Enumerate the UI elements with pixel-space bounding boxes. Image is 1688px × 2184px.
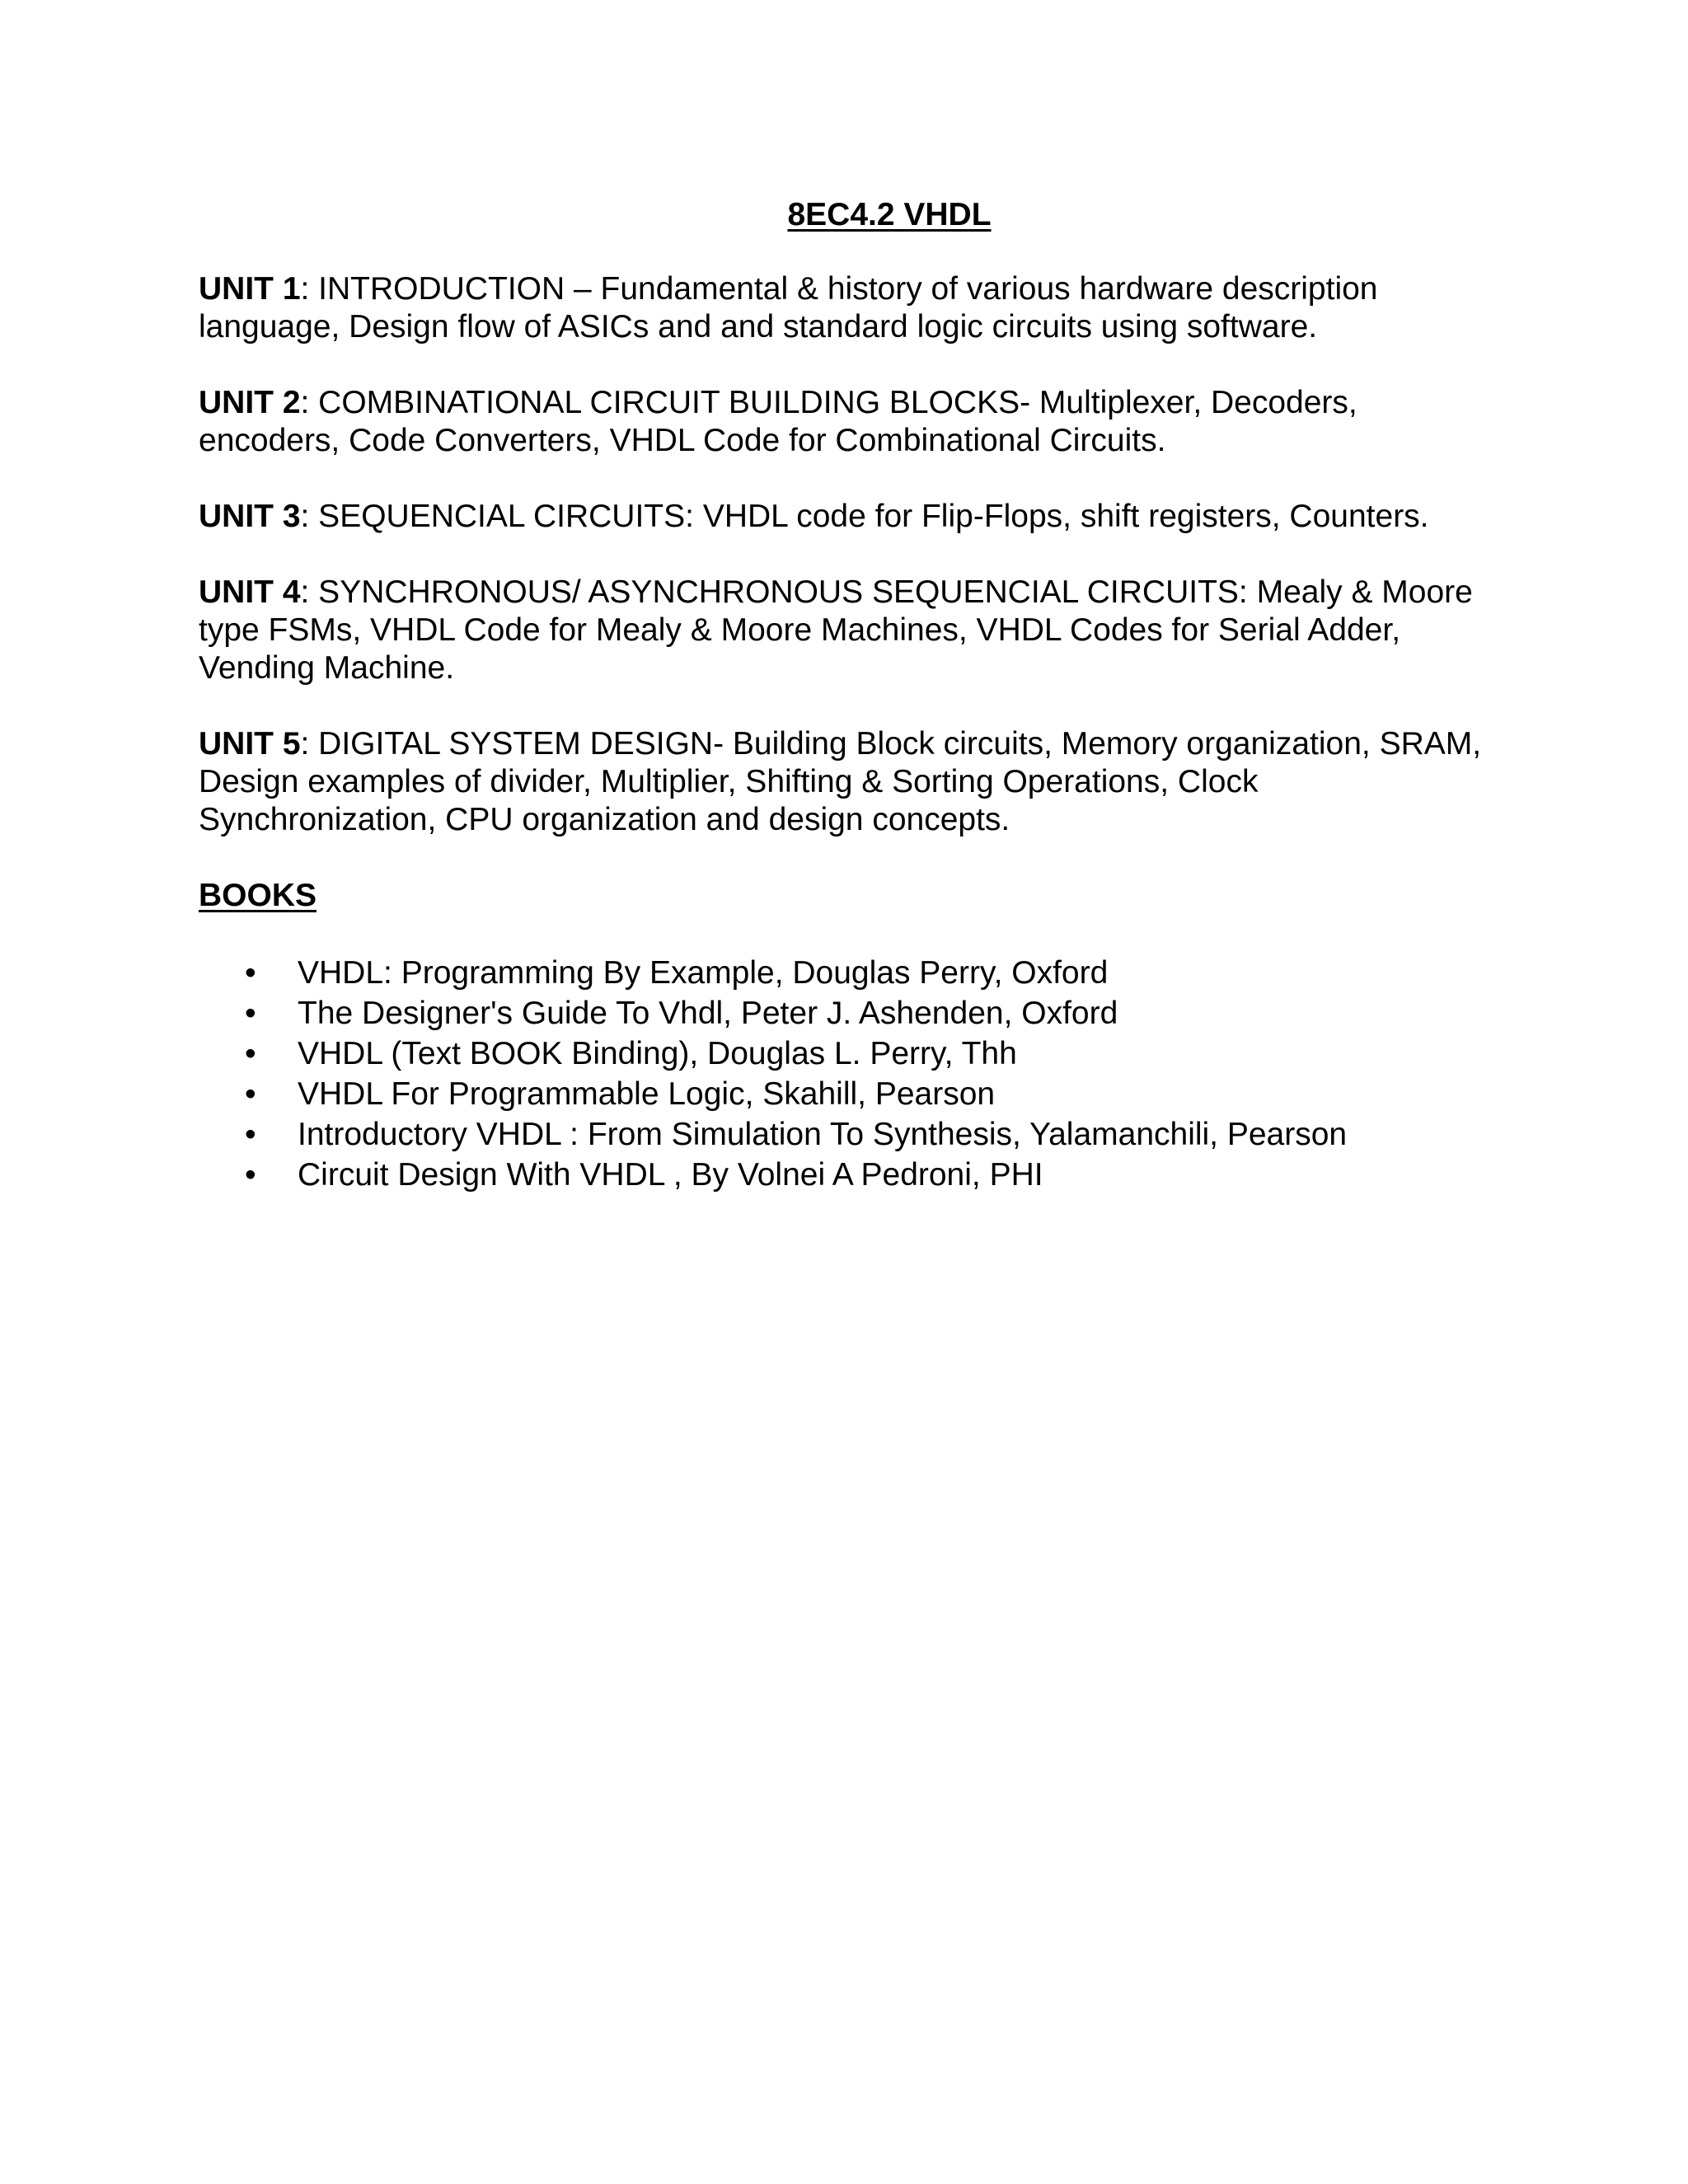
bullet-icon: • (245, 1076, 256, 1112)
unit-2-paragraph (199, 384, 1484, 460)
book-item-5 (199, 1114, 1484, 1155)
book-list (199, 953, 1484, 1195)
book-title-3: VHDL (Text BOOK Binding), Douglas L. Perry, Thh (298, 1036, 1017, 1071)
book-item-3 (199, 1033, 1484, 1074)
unit-3-label: UNIT 3 (199, 499, 301, 534)
bullet-icon: • (245, 1036, 256, 1071)
book-title-4: VHDL For Programmable Logic, Skahill, Pearson (298, 1076, 996, 1112)
unit-4-label: UNIT 4 (199, 574, 301, 610)
books-heading: BOOKS (199, 878, 317, 913)
unit-4-paragraph (199, 574, 1484, 687)
book-item-1 (199, 953, 1484, 993)
book-item-6 (199, 1155, 1484, 1195)
page-title: 8EC4.2 VHDL (787, 197, 992, 232)
bullet-icon: • (245, 1157, 256, 1193)
unit-4-text: : SYNCHRONOUS/ ASYNCHRONOUS SEQUENCIAL CIRCUITS: Mealy & Moore type FSMs, VHDL Code for Mealy & Moore Machines, VHDL Codes for Serial Adder, Vending Machine. (199, 574, 1473, 686)
unit-1-text: : INTRODUCTION – Fundamental & history of various hardware description language, Design flow of ASICs and and standard logic circuits using software. (199, 271, 1378, 344)
unit-1-label: UNIT 1 (199, 271, 301, 307)
unit-2-text: : COMBINATIONAL CIRCUIT BUILDING BLOCKS- Multiplexer, Decoders, encoders, Code Converters, VHDL Code for Combinational Circuits. (199, 385, 1357, 458)
bullet-icon: • (245, 1117, 256, 1152)
unit-5-label: UNIT 5 (199, 726, 301, 762)
book-title-1: VHDL: Programming By Example, Douglas Perry, Oxford (298, 955, 1109, 991)
book-title-5: Introductory VHDL : From Simulation To Synthesis, Yalamanchili, Pearson (298, 1117, 1348, 1152)
unit-3-paragraph (199, 498, 1484, 536)
unit-1-paragraph (199, 270, 1484, 346)
syllabus-content (199, 270, 1484, 1195)
book-title-6: Circuit Design With VHDL , By Volnei A Pedroni, PHI (298, 1157, 1043, 1193)
book-item-4 (199, 1074, 1484, 1114)
unit-3-text: : SEQUENCIAL CIRCUITS: VHDL code for Flip-Flops, shift registers, Counters. (300, 499, 1429, 534)
bullet-icon: • (245, 996, 256, 1031)
unit-2-label: UNIT 2 (199, 385, 301, 420)
book-item-2 (199, 993, 1484, 1033)
unit-5-text: : DIGITAL SYSTEM DESIGN- Building Block circuits, Memory organization, SRAM, Design examples of divider, Multiplier, Shifting & Sorting Operations, Clock Synchronization, CPU organization and design concepts. (199, 726, 1482, 837)
bullet-icon: • (245, 955, 256, 991)
unit-5-paragraph (199, 725, 1484, 839)
book-title-2: The Designer's Guide To Vhdl, Peter J. Ashenden, Oxford (298, 996, 1118, 1031)
